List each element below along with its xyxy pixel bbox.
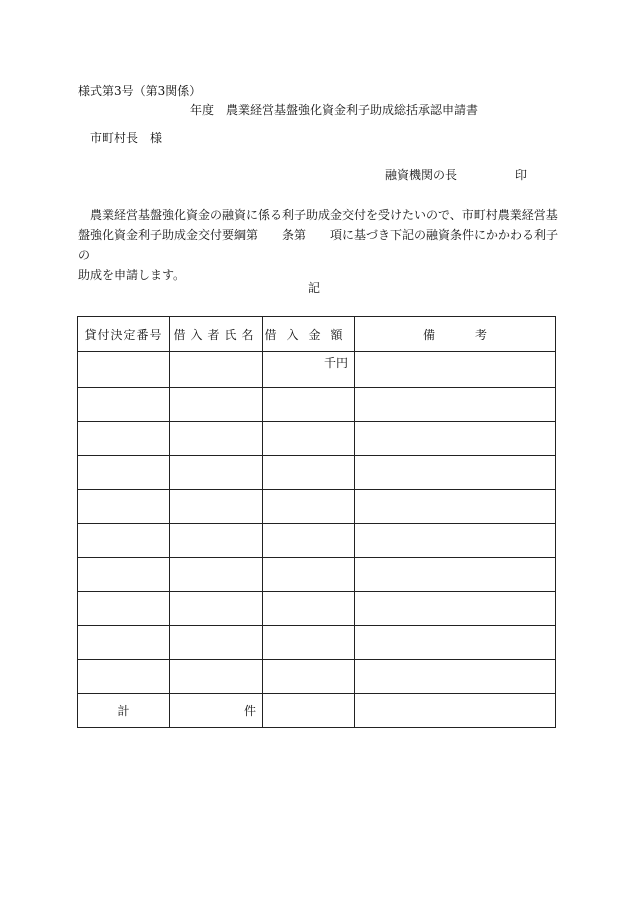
- cell-loan-decision-number[interactable]: [78, 422, 170, 456]
- cell-loan-decision-number[interactable]: [78, 524, 170, 558]
- record-label: 記: [308, 281, 321, 295]
- header-loan-decision-number: 貸付決定番号: [78, 317, 170, 352]
- table-row: [78, 490, 556, 524]
- body-line-1: 農業経営基盤強化資金の融資に係る利子助成金交付を受けたいので、市町村農業経営基: [90, 208, 558, 222]
- cell-remarks[interactable]: [355, 422, 556, 456]
- cell-borrower-name[interactable]: [170, 490, 263, 524]
- table-row: [78, 422, 556, 456]
- table-row: [78, 626, 556, 660]
- lender-label: 融資機関の長: [385, 168, 458, 182]
- cell-remarks[interactable]: [355, 592, 556, 626]
- seal-label: 印: [515, 168, 528, 182]
- table-row: [78, 456, 556, 490]
- header-borrower-name: 借入者氏名: [170, 317, 263, 352]
- cell-loan-amount[interactable]: [263, 456, 355, 490]
- table-row: [78, 352, 556, 388]
- cell-borrower-name[interactable]: [170, 456, 263, 490]
- addressee: 市町村長 様: [90, 131, 163, 145]
- total-remarks-cell[interactable]: [355, 694, 556, 728]
- cell-remarks[interactable]: [355, 490, 556, 524]
- body-line-3: 助成を申請します。: [78, 268, 186, 282]
- cell-loan-amount[interactable]: [263, 660, 355, 694]
- cell-loan-amount[interactable]: [263, 558, 355, 592]
- total-count-cell[interactable]: [170, 694, 263, 728]
- cell-loan-amount[interactable]: [263, 388, 355, 422]
- cell-borrower-name[interactable]: [170, 422, 263, 456]
- cell-loan-decision-number[interactable]: [78, 626, 170, 660]
- cell-loan-amount[interactable]: [263, 626, 355, 660]
- cell-loan-amount[interactable]: [263, 490, 355, 524]
- body-line-2: 盤強化資金利子助成金交付要綱第 条第 項に基づき下記の融資条件にかかわる利子の: [78, 228, 559, 262]
- cell-remarks[interactable]: [355, 456, 556, 490]
- cell-borrower-name[interactable]: [170, 558, 263, 592]
- cell-borrower-name[interactable]: [170, 626, 263, 660]
- cell-remarks[interactable]: [355, 626, 556, 660]
- cell-borrower-name[interactable]: [170, 660, 263, 694]
- total-count-unit: 件: [243, 704, 256, 718]
- cell-loan-decision-number[interactable]: [78, 352, 170, 388]
- cell-remarks[interactable]: [355, 660, 556, 694]
- cell-loan-decision-number[interactable]: [78, 490, 170, 524]
- table-row: [78, 388, 556, 422]
- body-paragraph: [78, 205, 558, 285]
- total-amount-cell[interactable]: [263, 694, 355, 728]
- cell-loan-decision-number[interactable]: [78, 592, 170, 626]
- cell-remarks[interactable]: [355, 524, 556, 558]
- total-label: 計: [78, 694, 170, 728]
- cell-loan-decision-number[interactable]: [78, 456, 170, 490]
- cell-borrower-name[interactable]: [170, 352, 263, 388]
- header-remarks: 備考: [355, 317, 556, 352]
- cell-borrower-name[interactable]: [170, 592, 263, 626]
- application-table: [77, 316, 556, 728]
- cell-remarks[interactable]: [355, 388, 556, 422]
- cell-borrower-name[interactable]: [170, 524, 263, 558]
- document-title: 年度 農業経営基盤強化資金利子助成総括承認申請書: [190, 103, 479, 117]
- cell-loan-decision-number[interactable]: [78, 388, 170, 422]
- table-row: [78, 660, 556, 694]
- cell-loan-amount[interactable]: [263, 352, 355, 388]
- amount-unit: 千円: [323, 356, 348, 370]
- table-row: [78, 592, 556, 626]
- table-header-row: [78, 317, 556, 352]
- header-loan-amount: 借入金額: [263, 317, 355, 352]
- table-row: [78, 524, 556, 558]
- cell-remarks[interactable]: [355, 558, 556, 592]
- table-row: [78, 558, 556, 592]
- cell-loan-amount[interactable]: [263, 422, 355, 456]
- cell-borrower-name[interactable]: [170, 388, 263, 422]
- cell-loan-amount[interactable]: [263, 524, 355, 558]
- form-number: 様式第3号（第3関係）: [78, 84, 202, 98]
- cell-loan-decision-number[interactable]: [78, 558, 170, 592]
- cell-loan-decision-number[interactable]: [78, 660, 170, 694]
- cell-remarks[interactable]: [355, 352, 556, 388]
- total-row: [78, 694, 556, 728]
- cell-loan-amount[interactable]: [263, 592, 355, 626]
